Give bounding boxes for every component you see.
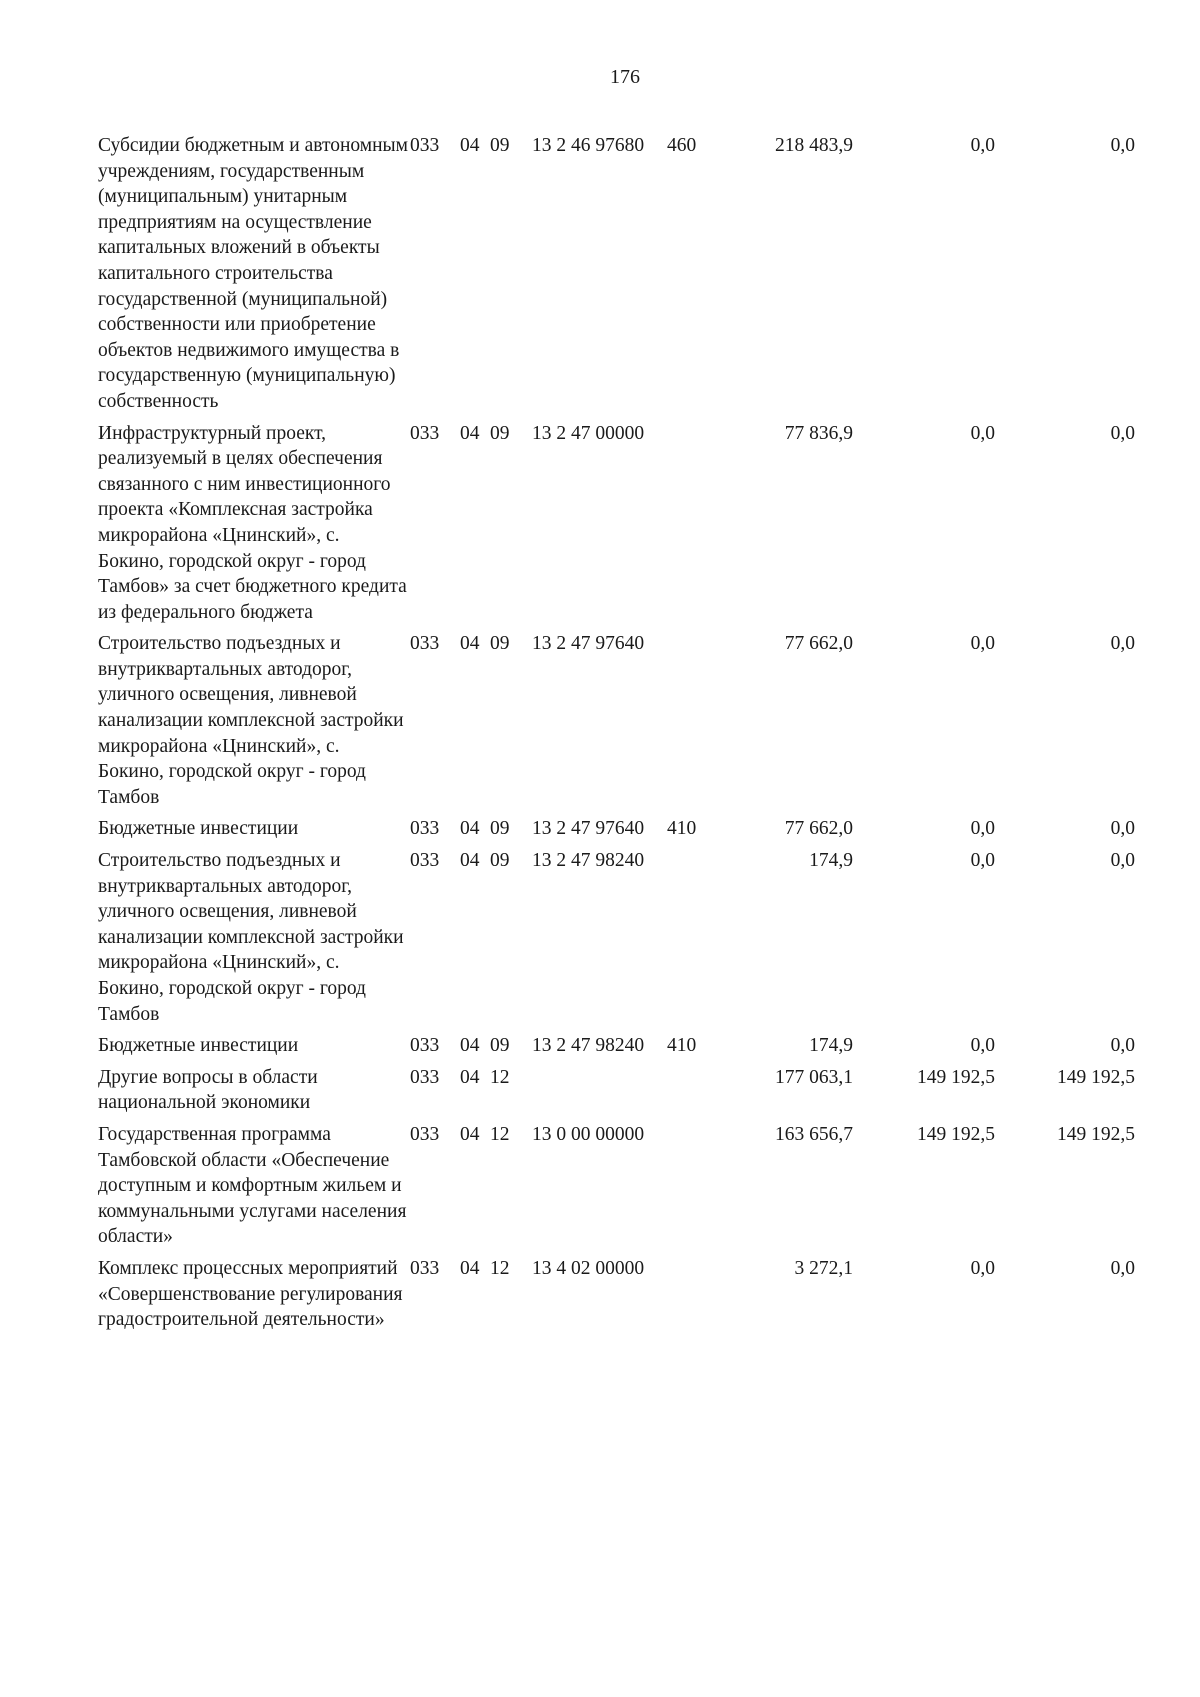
row-amount-3: 0,0	[1110, 633, 1135, 655]
row-section-code: 04	[460, 422, 480, 444]
row-amount-2: 0,0	[970, 135, 995, 156]
row-amount-1: 3 272,1	[794, 1257, 853, 1279]
table-row	[98, 816, 1180, 842]
row-amount-1: 174,9	[809, 850, 853, 872]
row-ministry-code: 033	[410, 818, 440, 840]
row-amount-2: 0,0	[970, 422, 995, 444]
row-name: Комплекс процессных мероприятий «Совершенствование регулирования градостроительной деятельности»	[98, 1257, 403, 1331]
row-amount-2: 0,0	[970, 1035, 995, 1057]
row-amount-1: 174,9	[809, 1035, 853, 1057]
row-subsection-code: 09	[490, 818, 510, 840]
table-row	[98, 133, 1180, 415]
row-amount-3: 0,0	[1110, 850, 1135, 872]
row-amount-2: 0,0	[970, 1257, 995, 1279]
row-ministry-code: 033	[410, 135, 440, 156]
row-subsection-code: 12	[490, 1066, 510, 1088]
row-name: Инфраструктурный проект, реализуемый в целях обеспечения связанного с ним инвестиционного проекта «Комплексная застройка микрорайона «Цнинский», с. Бокино, городской округ - город Тамбов» за счет бюджетного кредита из федерального бюджета	[98, 422, 407, 623]
row-target-item-code: 13 2 46 97680	[532, 135, 645, 156]
row-subsection-code: 09	[490, 633, 510, 655]
row-section-code: 04	[460, 1066, 480, 1088]
row-target-item-code: 13 4 02 00000	[532, 1257, 645, 1279]
table-row	[98, 848, 1180, 1027]
row-ministry-code: 033	[410, 850, 440, 872]
row-amount-1: 77 662,0	[784, 633, 853, 655]
row-section-code: 04	[460, 1035, 480, 1057]
row-section-code: 04	[460, 1257, 480, 1279]
row-amount-1: 77 662,0	[784, 818, 853, 840]
row-subsection-code: 09	[490, 1035, 510, 1057]
row-subsection-code: 09	[490, 850, 510, 872]
row-target-item-code: 13 2 47 98240	[532, 850, 645, 872]
row-name: Строительство подъездных и внутриквартальных автодорог, уличного освещения, ливневой канализации комплексной застройки микрорайона «Цнинский», с. Бокино, городской округ - город Тамбов	[98, 850, 404, 1025]
table-row	[98, 1033, 1180, 1059]
row-amount-3: 149 192,5	[1057, 1123, 1135, 1145]
row-amount-3: 0,0	[1110, 1257, 1135, 1279]
row-name: Строительство подъездных и внутриквартальных автодорог, уличного освещения, ливневой канализации комплексной застройки микрорайона «Цнинский», с. Бокино, городской округ - город Тамбов	[98, 633, 404, 808]
row-section-code: 04	[460, 1123, 480, 1145]
row-target-item-code: 13 2 47 00000	[532, 422, 645, 444]
row-section-code: 04	[460, 135, 480, 156]
row-amount-2: 149 192,5	[917, 1123, 995, 1145]
row-name: Бюджетные инвестиции	[98, 818, 299, 840]
row-ministry-code: 033	[410, 422, 440, 444]
row-target-item-code: 13 0 00 00000	[532, 1123, 645, 1145]
row-target-item-code: 13 2 47 97640	[532, 818, 645, 840]
row-ministry-code: 033	[410, 1035, 440, 1057]
budget-table	[98, 133, 1180, 1339]
row-amount-1: 218 483,9	[775, 135, 853, 156]
row-amount-3: 0,0	[1110, 1035, 1135, 1057]
row-name: Субсидии бюджетным и автономным учреждениям, государственным (муниципальным) унитарным предприятиям на осуществление капитальных вложений в объекты капитального строительства государственной (муниципальной) собственности или приобретение объектов недвижимого имущества в государственную (муниципальную) собственность	[98, 135, 408, 412]
row-subsection-code: 12	[490, 1257, 510, 1279]
table-row	[98, 631, 1180, 810]
row-section-code: 04	[460, 850, 480, 872]
row-section-code: 04	[460, 633, 480, 655]
row-ministry-code: 033	[410, 1066, 440, 1088]
table-row	[98, 1256, 1180, 1333]
table-row	[98, 1065, 1180, 1116]
row-amount-3: 0,0	[1110, 135, 1135, 156]
row-amount-1: 77 836,9	[784, 422, 853, 444]
row-subsection-code: 09	[490, 135, 510, 156]
row-amount-3: 149 192,5	[1057, 1066, 1135, 1088]
row-subsection-code: 09	[490, 422, 510, 444]
row-amount-2: 0,0	[970, 818, 995, 840]
row-name: Государственная программа Тамбовской области «Обеспечение доступным и комфортным жильем и коммунальными услугами населения области»	[98, 1123, 407, 1248]
row-amount-2: 0,0	[970, 633, 995, 655]
row-section-code: 04	[460, 818, 480, 840]
row-name: Другие вопросы в области национальной экономики	[98, 1066, 318, 1114]
row-subsection-code: 12	[490, 1123, 510, 1145]
table-row	[98, 421, 1180, 626]
row-expense-type-code: 410	[667, 1035, 697, 1057]
row-amount-3: 0,0	[1110, 422, 1135, 444]
row-target-item-code: 13 2 47 97640	[532, 633, 645, 655]
table-row	[98, 1122, 1180, 1250]
row-amount-1: 177 063,1	[775, 1066, 853, 1088]
row-target-item-code: 13 2 47 98240	[532, 1035, 645, 1057]
row-amount-3: 0,0	[1110, 818, 1135, 840]
row-amount-2: 0,0	[970, 850, 995, 872]
row-expense-type-code: 460	[667, 135, 697, 156]
page-number: 176	[610, 66, 640, 88]
row-ministry-code: 033	[410, 1257, 440, 1279]
row-amount-2: 149 192,5	[917, 1066, 995, 1088]
row-ministry-code: 033	[410, 633, 440, 655]
row-ministry-code: 033	[410, 1123, 440, 1145]
row-name: Бюджетные инвестиции	[98, 1035, 299, 1057]
row-amount-1: 163 656,7	[775, 1123, 853, 1145]
row-expense-type-code: 410	[667, 818, 697, 840]
